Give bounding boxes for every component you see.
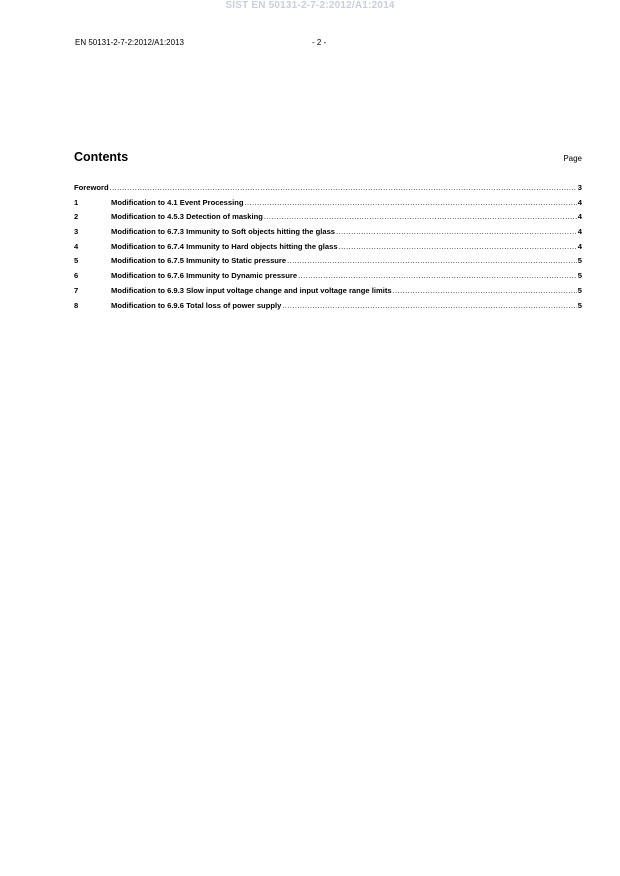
toc-leader-dots <box>110 183 577 192</box>
toc-entry-page: 5 <box>577 271 582 281</box>
toc-entry-page: 4 <box>577 241 582 251</box>
toc-entry-title: Modification to 6.7.6 Immunity to Dynamic pressure <box>111 271 298 281</box>
toc-entry-number: 3 <box>74 227 79 237</box>
toc-entry-page: 5 <box>577 285 582 295</box>
toc-leader-dots <box>336 227 577 236</box>
toc-entry-title: Modification to 6.7.3 Immunity to Soft objects hitting the glass <box>111 227 336 237</box>
toc-entry-page: 4 <box>577 212 582 222</box>
toc-entry-number: 1 <box>74 197 79 207</box>
document-id: EN 50131-2-7-2:2012/A1:2013 <box>75 38 184 47</box>
toc-entry-8[interactable] <box>74 301 582 316</box>
toc-entry-number: 8 <box>74 300 79 310</box>
toc-entry-title: Modification to 6.7.5 Immunity to Static pressure <box>111 256 287 266</box>
contents-heading: Contents <box>74 150 129 164</box>
watermark: SIST EN 50131-2-7-2:2012/A1:2014 <box>225 0 395 11</box>
toc-entry-7[interactable] <box>74 286 582 301</box>
toc-entry-title: Modification to 6.9.3 Slow input voltage change and input voltage range limits <box>111 285 392 295</box>
toc-entry-page: 5 <box>577 256 582 266</box>
toc-leader-dots <box>298 271 577 280</box>
toc-entry-1[interactable] <box>74 198 582 213</box>
toc-entry-number: 6 <box>74 271 79 281</box>
toc-entry-number: 5 <box>74 256 79 266</box>
toc-entry-5[interactable] <box>74 256 582 271</box>
page-number: - 2 - <box>312 38 327 47</box>
toc-leader-dots <box>393 286 577 295</box>
toc-entry-2[interactable] <box>74 212 582 227</box>
toc-entry-title: Modification to 4.5.3 Detection of masking <box>111 212 263 222</box>
page-column-label: Page <box>563 154 582 163</box>
toc-leader-dots <box>245 198 577 207</box>
toc-leader-dots <box>264 212 577 221</box>
toc-entry-page: 3 <box>577 183 582 192</box>
toc-entry-3[interactable] <box>74 227 582 242</box>
toc-entry-page: 4 <box>577 197 582 207</box>
toc-leader-dots <box>339 242 577 251</box>
table-of-contents <box>74 183 582 315</box>
toc-leader-dots <box>287 256 577 265</box>
toc-entry-4[interactable] <box>74 242 582 257</box>
toc-entry-6[interactable] <box>74 271 582 286</box>
toc-leader-dots <box>282 301 576 310</box>
toc-entry-title: Modification to 4.1 Event Processing <box>111 197 244 207</box>
toc-entry-page: 4 <box>577 227 582 237</box>
toc-entry-number: 4 <box>74 241 79 251</box>
toc-entry-title: Modification to 6.9.6 Total loss of power supply <box>111 300 282 310</box>
toc-entry-title: Modification to 6.7.4 Immunity to Hard objects hitting the glass <box>111 241 338 251</box>
toc-entry-foreword[interactable] <box>74 183 582 198</box>
toc-entry-title: Foreword <box>74 183 109 192</box>
toc-entry-number: 7 <box>74 285 79 295</box>
toc-entry-page: 5 <box>577 300 582 310</box>
toc-entry-number: 2 <box>74 212 79 222</box>
